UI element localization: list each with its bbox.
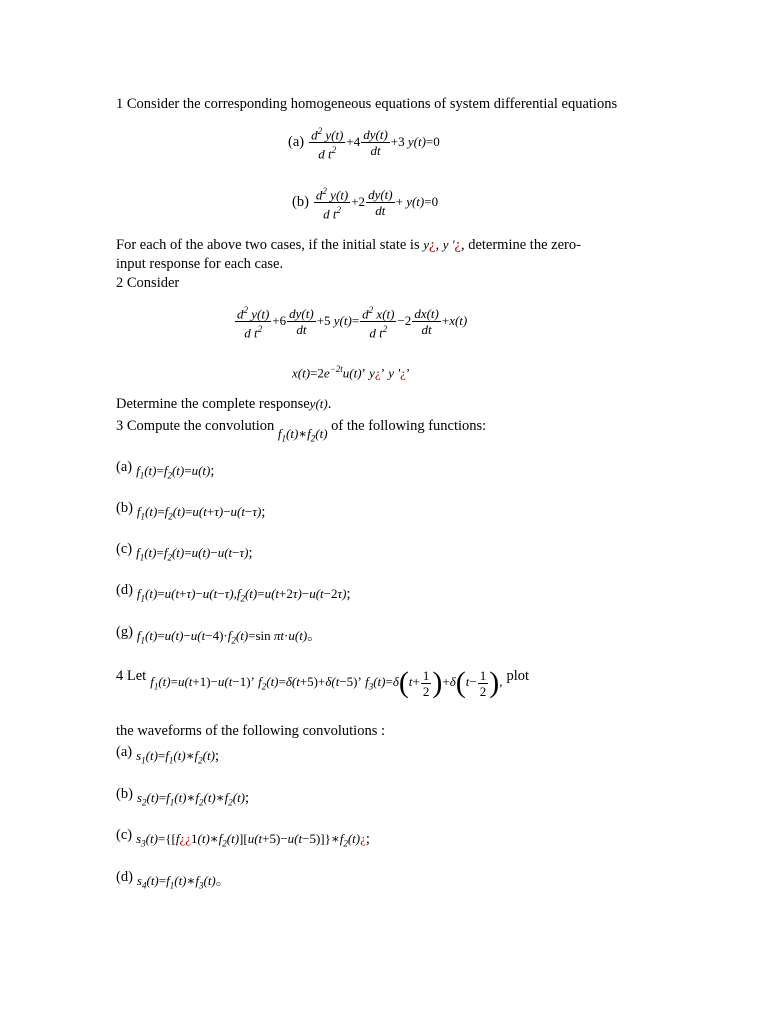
problem-3-item-a: (a) $f_1(t)=f_2(t)=u(t)$; (116, 459, 215, 481)
problem-2-heading: 2 Consider (116, 275, 180, 291)
problem-4-item-b: (b) $s_2(t)=f_1(t)∗f_2(t)∗f_2(t)$; (116, 786, 250, 808)
separator: ’ (361, 365, 366, 381)
item-label: (d) (116, 869, 133, 885)
equation-1b: (b) $\frac{d^2 y(t)}{d t^2}$ +2 $\frac{dy(t)}{dt}$ + y(t)=0 (292, 186, 439, 222)
item-label: (a) (116, 459, 133, 475)
var-y: y (369, 365, 375, 381)
problem-1-text: For each of the above two cases, if the initial state is (116, 237, 420, 253)
separator: , (435, 237, 443, 253)
missing-glyph: ¿ (429, 237, 436, 253)
item-label: (b) (116, 500, 133, 516)
problem-1-text-end: , determine the zero- (460, 237, 581, 253)
item-end: ; (346, 586, 351, 602)
item-end: ; (210, 463, 215, 479)
item-end: ; (248, 545, 253, 561)
var-y-prime: y ' (442, 237, 455, 252)
problem-4-heading: 4 Let $f_1(t)=u(t+1)-u(t-1)$’ $f_2(t)=\delta(t+5)+\delta(t-5)$’ $f_3(t)=\delta(t+$ $\frac{1}{2}$ )+δ(t− $\frac{1}{2}$ ), plot (116, 666, 530, 700)
var-y: y (423, 237, 430, 252)
item-end: ; (214, 748, 219, 764)
equation-2-input: $x(t)=2e^{-2t}u(t)$’ y¿’ y '¿’ (292, 364, 411, 381)
exponent: −2t (329, 364, 343, 374)
item-end: 。 (307, 628, 322, 644)
equation-1b-label: (b) (292, 193, 309, 210)
item-label: (g) (116, 624, 133, 640)
problem-4-item-d: (d) $s_4(t)=f_1(t)∗f_3(t)$。 (116, 869, 231, 891)
problem-3-heading (116, 417, 487, 444)
item-label: (c) (116, 541, 133, 557)
plot-word: plot (506, 668, 530, 685)
item-label: (b) (116, 786, 133, 802)
problem-4-item-a: (a) $s_1(t)=f_1(t)∗f_2(t)$; (116, 744, 219, 766)
item-end: ; (261, 504, 266, 520)
problem-3-item-g: (g) $f_1(t)=u(t)-u(t-4)\cdot f_2(t)=\sin$ πt·u(t)。 (116, 624, 322, 646)
problem-4-item-c: (c) $s_3(t)=\{[f¿¿1(t)∗f_2(t)][u(t+5)-u(t-5)]\}∗f_2(t)¿$; (116, 827, 370, 849)
problem-1-text-line1 (116, 236, 581, 254)
problem-1-heading: 1 Consider the corresponding homogeneous equations of system differential equations (116, 96, 618, 112)
problem-2-text (116, 395, 331, 413)
problem-3-item-c: (c) $f_1(t)=f_2(t)=u(t)-u(t-\tau)$; (116, 541, 253, 563)
problem-3-item-d: (d) $f_1(t)=u(t+\tau)-u(t-\tau),f_2(t)=u(t+2\tau)-u(t-2\tau)$; (116, 582, 351, 604)
separator: ’ (380, 365, 386, 381)
problem-3-item-b: (b) $f_1(t)=f_2(t)=u(t+\tau)-u(t-\tau)$; (116, 500, 266, 522)
problem-3-heading-text: 3 Compute the convolution (116, 418, 275, 434)
equation-1a-label: (a) (288, 133, 305, 150)
separator: ’ (405, 365, 411, 381)
equation-1a: (a) $\frac{d^2 y(t)}{d t^2}$ +4 $\frac{dy(t)}{dt}$ +3 y(t)=0 (288, 126, 440, 162)
problem-2-text-body: Determine the complete response (116, 396, 310, 412)
equation-2-ode: $\frac{d^2 y(t)}{d t^2}$ +6 $\frac{dy(t)}{dt}$ +5 y(t)= $\frac{d^2 x(t)}{d t^2}$ −2 $\frac{dx(t)}{dt}$ +x(t) (237, 305, 468, 341)
var-x: x (292, 365, 298, 381)
item-label: (c) (116, 827, 133, 843)
missing-glyph: ¿ (374, 365, 381, 381)
convolution-expr: $f_1(t)∗f_2(t)$ (277, 426, 328, 444)
missing-glyph: ¿ (400, 365, 406, 381)
item-end: ; (245, 790, 250, 806)
problem-4-heading-text: 4 Let (116, 668, 147, 685)
item-label: (d) (116, 582, 133, 598)
coefficient: =2 (310, 365, 324, 381)
missing-glyph: ¿ (454, 237, 461, 253)
item-end: 。 (215, 873, 231, 889)
problem-3-heading-end: of the following functions: (331, 418, 487, 434)
problem-1-text-line2: input response for each case. (116, 256, 284, 272)
item-end: ; (365, 831, 370, 847)
var-y-prime: y ' (388, 365, 401, 381)
problem-4-text: the waveforms of the following convolutions : (116, 723, 386, 739)
period: . (327, 396, 332, 412)
var-y-t: y(t) (309, 396, 328, 411)
item-label: (a) (116, 744, 133, 760)
var-u: u (342, 365, 350, 381)
